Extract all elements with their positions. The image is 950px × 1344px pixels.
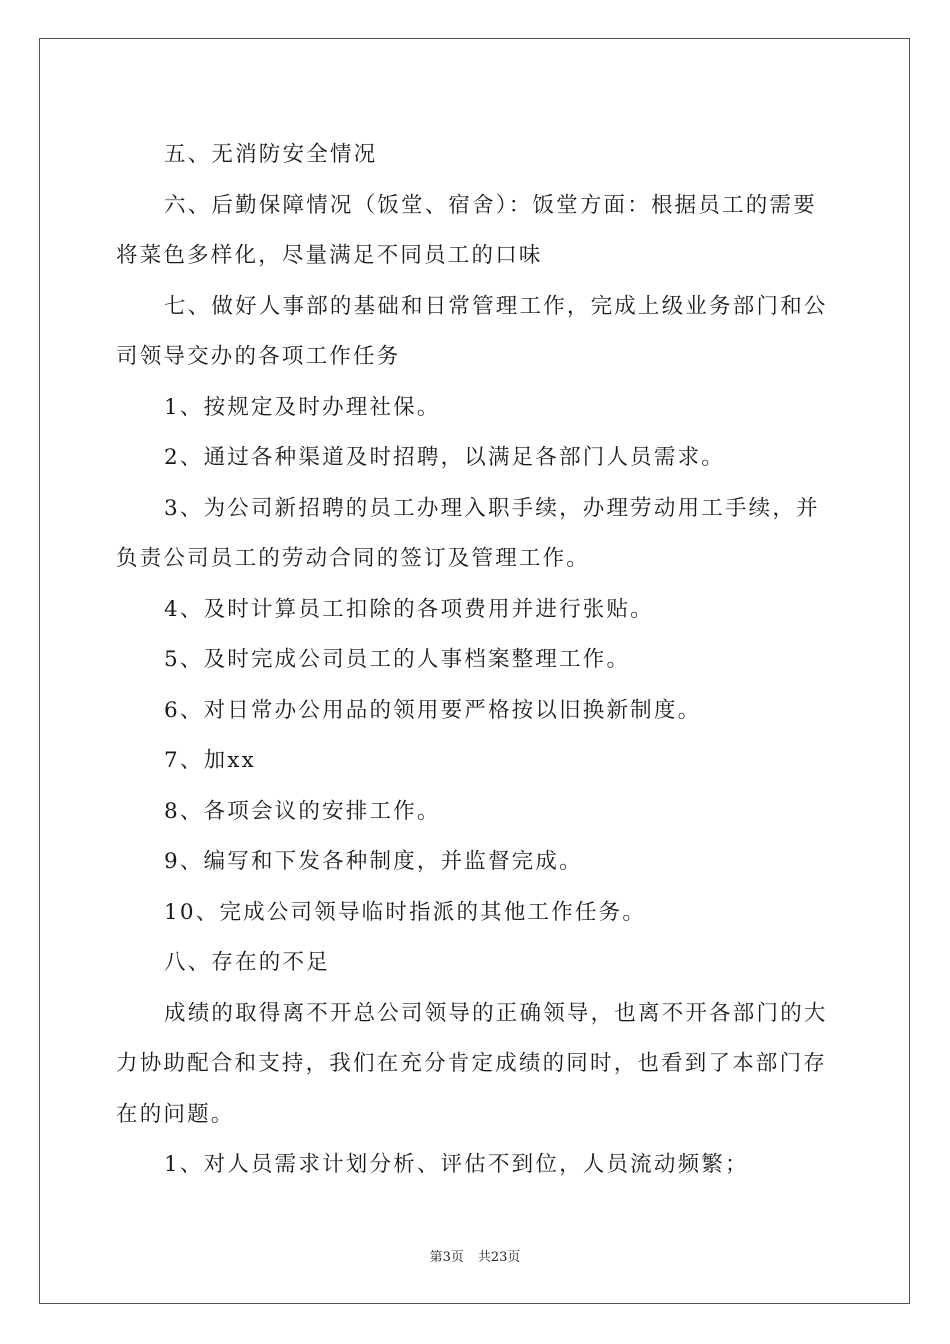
- paragraph-8: 5、及时完成公司员工的人事档案整理工作。: [164, 647, 631, 672]
- paragraph-15: 成绩的取得离不开总公司领导的正确领导，也离不开各部门的大力协助配合和支持，我们在充分肯定成绩的同时，也看到了本部门存在的问题。: [116, 1000, 828, 1127]
- current-page-label: 第3页: [429, 1250, 464, 1265]
- paragraph-13: 10、完成公司领导临时指派的其他工作任务。: [164, 899, 647, 925]
- document-body: [116, 130, 836, 1191]
- paragraph-10: 7、加xx: [164, 748, 256, 773]
- paragraph-1: 五、无消防安全情况: [164, 142, 378, 167]
- paragraph-7: 4、及时计算员工扣除的各项费用并进行张贴。: [164, 596, 654, 622]
- page-footer: [0, 1246, 950, 1265]
- paragraph-4: 1、按规定及时办理社保。: [164, 394, 441, 420]
- paragraph-5: 2、通过各种渠道及时招聘，以满足各部门人员需求。: [164, 445, 725, 470]
- paragraph-11: 8、各项会议的安排工作。: [164, 798, 441, 824]
- paragraph-16: 1、对人员需求计划分析、评估不到位，人员流动频繁；: [164, 1152, 749, 1177]
- paragraph-2: 六、后勤保障情况（饭堂、宿舍）：饭堂方面：根据员工的需要将菜色多样化，尽量满足不同员工的口味: [116, 192, 817, 268]
- paragraph-14: 八、存在的不足: [164, 950, 330, 975]
- paragraph-9: 6、对日常办公用品的领用要严格按以旧换新制度。: [164, 697, 702, 723]
- paragraph-6: 3、为公司新招聘的员工办理入职手续，办理劳动用工手续，并负责公司员工的劳动合同的签订及管理工作。: [116, 495, 820, 571]
- paragraph-12: 9、编写和下发各种制度，并监督完成。: [164, 849, 583, 874]
- paragraph-3: 七、做好人事部的基础和日常管理工作，完成上级业务部门和公司领导交办的各项工作任务: [116, 293, 828, 369]
- total-pages-label: 共23页: [477, 1250, 521, 1265]
